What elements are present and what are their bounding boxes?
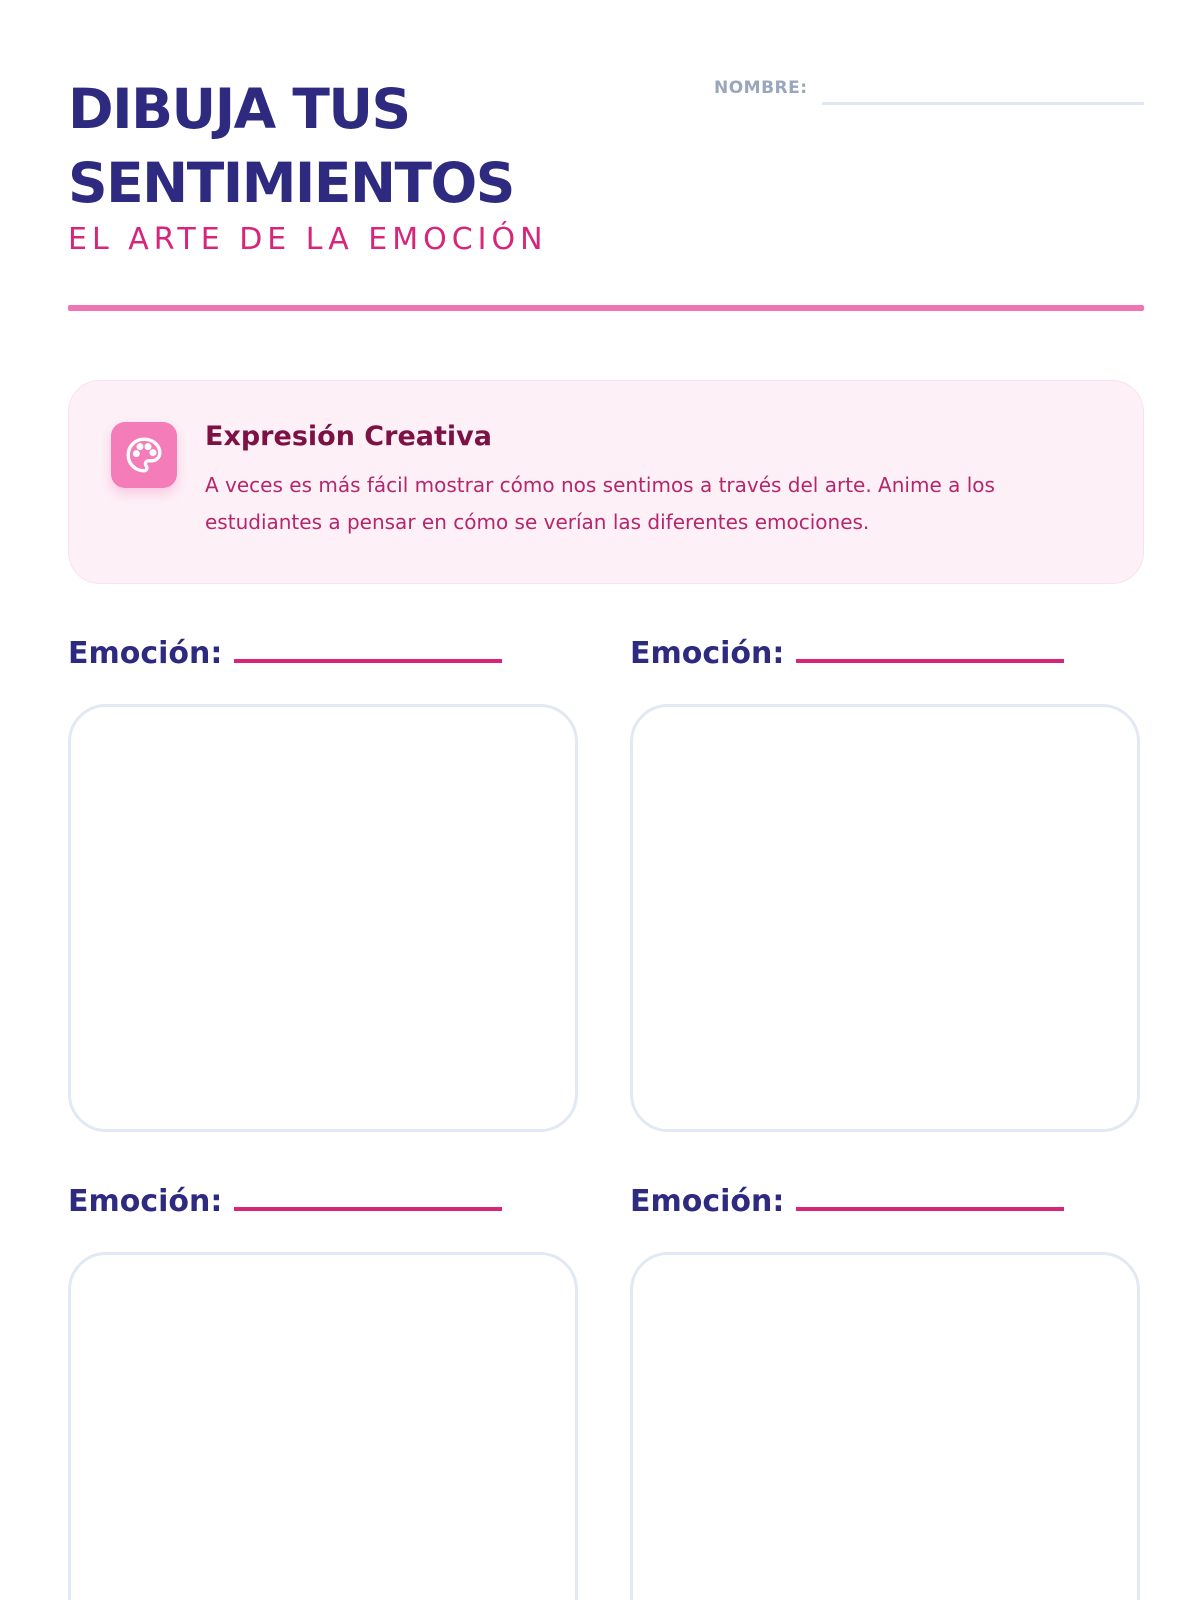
emotion-label: Emoción: [630,636,785,671]
page-title [68,72,708,220]
info-card [68,380,1144,584]
title-line-1: DIBUJA TUS [68,77,410,141]
page-subtitle: EL ARTE DE LA EMOCIÓN [68,222,548,257]
emotion-label: Emoción: [68,1184,223,1219]
header-divider [68,305,1144,311]
emotion-blank-line[interactable] [234,659,502,663]
palette-icon [111,422,177,488]
title-line-2: SENTIMIENTOS [68,151,514,215]
emotion-blank-line[interactable] [796,659,1064,663]
emotion-label-row [630,1184,1064,1228]
info-text: A veces es más fácil mostrar cómo nos sentimos a través del arte. Anime a los estudiantes a pensar en cómo se verían las diferentes emociones. [205,473,995,534]
emotion-blank-line[interactable] [796,1207,1064,1211]
emotion-label: Emoción: [68,636,223,671]
name-label: NOMBRE: [714,78,808,98]
drawing-box[interactable] [630,1252,1140,1600]
emotion-blank-line[interactable] [234,1207,502,1211]
header [68,72,1144,312]
drawing-box[interactable] [68,704,578,1132]
emotion-label: Emoción: [630,1184,785,1219]
emotion-label-row [630,636,1064,680]
drawing-box[interactable] [68,1252,578,1600]
drawing-box[interactable] [630,704,1140,1132]
emotion-label-row [68,1184,502,1228]
emotion-label-row [68,636,502,680]
info-title: Expresión Creativa [205,421,492,452]
name-field-line[interactable] [822,102,1144,105]
